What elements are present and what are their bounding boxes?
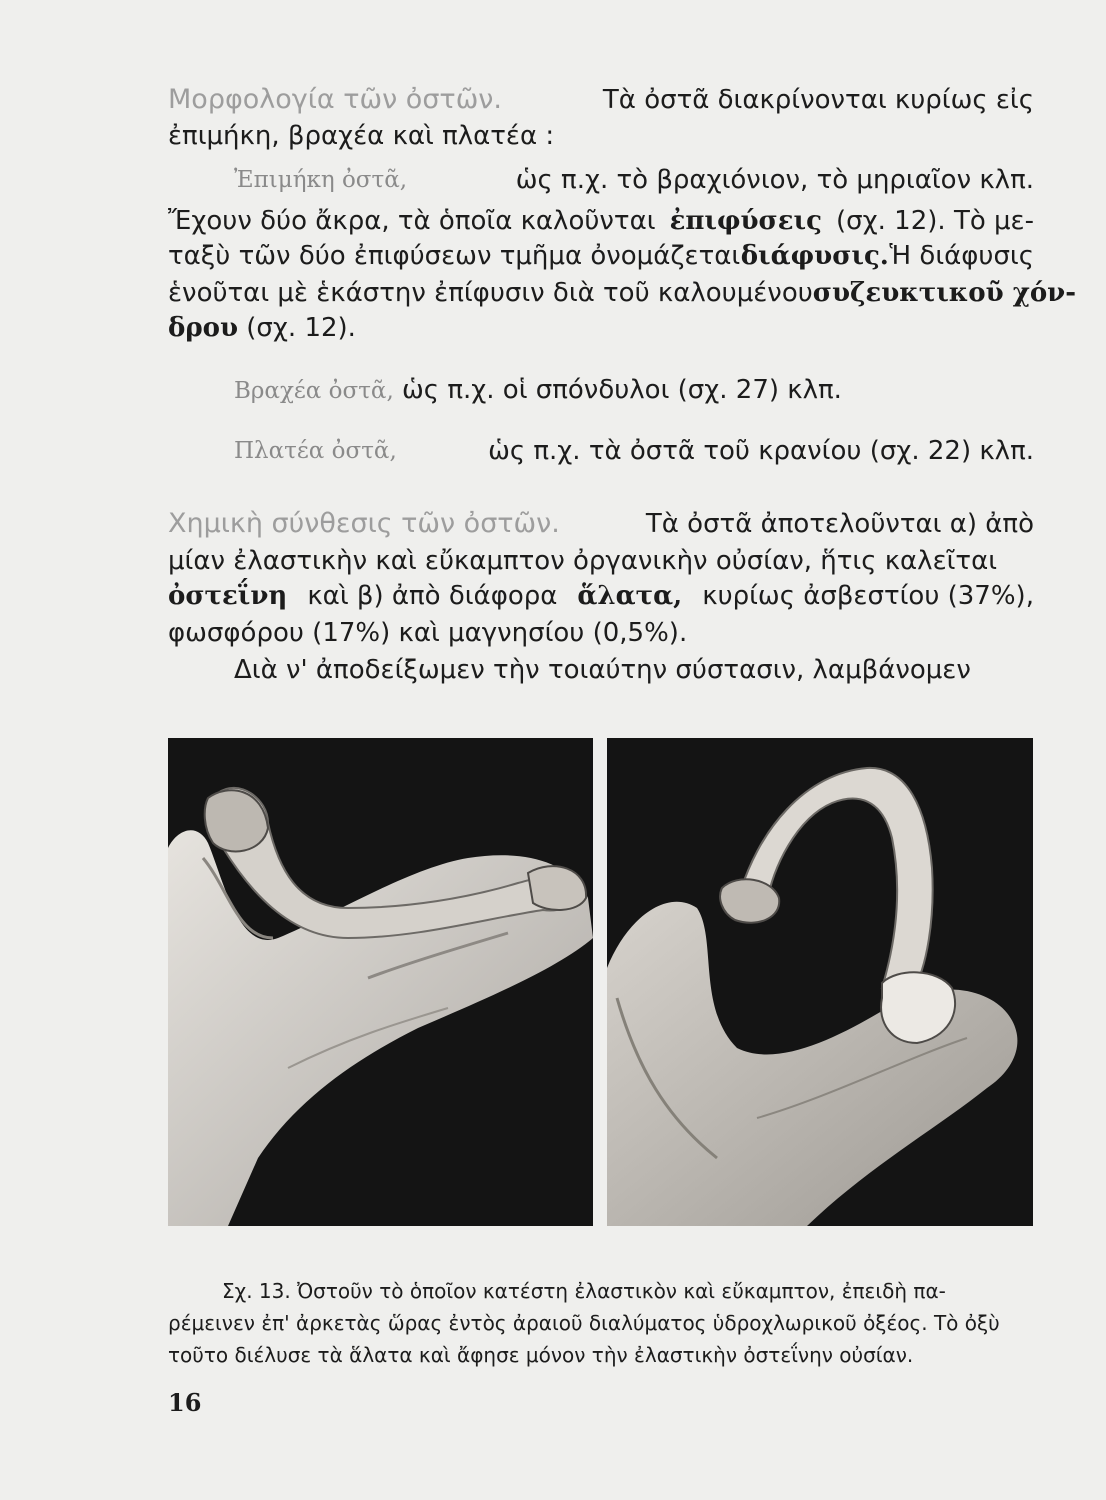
term-epiphyseal-cartilage: συζευκτικοῦ χόν- <box>812 278 1076 308</box>
morphology-line-1 <box>168 82 1034 118</box>
term-ossein: ὀστεΐνη <box>168 581 288 611</box>
term-diaphysis: διάφυσις. <box>740 241 889 271</box>
subheading-short-bones: Βραχέα ὀστᾶ, <box>234 378 394 404</box>
short-bones-line <box>234 372 1034 409</box>
composition-line-1 <box>168 506 1034 542</box>
section-heading-morphology: Μορφολογία τῶν ὀστῶν. <box>168 84 502 115</box>
page-number: 16 <box>168 1388 202 1417</box>
text-span: ἑνοῦται μὲ ἑκάστην ἐπίφυσιν διὰ τοῦ καλουμένου <box>168 278 813 308</box>
figure-caption-line-1: Σχ. 13. Ὀστοῦν τὸ ὁποῖον κατέστη ἐλαστικὸν καὶ εὔκαμπτον, ἐπειδὴ πα- <box>222 1279 946 1303</box>
text-span: (σχ. 12). <box>246 313 356 343</box>
subheading-flat-bones: Πλατέα ὀστᾶ, <box>234 438 397 464</box>
term-salts: ἅλατα, <box>577 581 683 611</box>
flat-bones-line <box>234 433 1034 469</box>
long-bones-line-4 <box>168 275 1076 311</box>
morphology-line-2 <box>168 118 1034 154</box>
section-heading-composition: Χημικὴ σύνθεσις τῶν ὀστῶν. <box>168 508 560 539</box>
figure-caption-line-2: ρέμεινεν ἐπ' ἀρκετὰς ὥρας ἐντὸς ἀραιοῦ διαλύματος ὑδροχλωρικοῦ ὀξέος. Τὸ ὀξὺ <box>168 1311 1000 1335</box>
composition-line-4 <box>168 615 1034 651</box>
text-span: μίαν ἐλαστικὴν καὶ εὔκαμπτον ὀργανικὴν οὐσίαν, ἥτις καλεῖται <box>168 546 998 576</box>
composition-line-2 <box>168 543 1034 579</box>
text-span: ταξὺ τῶν δύο ἐπιφύσεων τμῆμα ὀνομάζεται <box>168 241 741 271</box>
text-span: Ἔχουν δύο ἄκρα, τὰ ὁποῖα καλοῦνται <box>168 206 656 236</box>
long-bones-line-5 <box>168 310 1034 346</box>
text-span: (σχ. 12). Τὸ με- <box>836 206 1034 236</box>
text-span: Τὰ ὀστᾶ διακρίνονται κυρίως εἰς <box>602 85 1034 115</box>
term-epiphyseal-cartilage-end: δρου <box>168 313 239 343</box>
composition-line-5 <box>234 652 1034 688</box>
text-span: ἐπιμήκη, βραχέα καὶ πλατέα : <box>168 121 555 151</box>
text-span: φωσφόρου (17%) καὶ μαγνησίου (0,5%). <box>168 618 688 648</box>
text-span: καὶ β) ἀπὸ διάφορα <box>307 581 558 611</box>
text-span: ὡς π.χ. οἱ σπόνδυλοι (σχ. 27) κλπ. <box>402 375 842 405</box>
composition-line-3 <box>168 578 1034 614</box>
long-bones-line-2 <box>168 203 1034 239</box>
subheading-long-bones: Ἐπιμήκη ὀστᾶ, <box>234 167 408 193</box>
photo-bone-bent-in-arch <box>607 738 1033 1226</box>
long-bones-line-3 <box>168 238 1034 274</box>
text-span: κυρίως ἀσβεστίου (37%), <box>702 581 1034 611</box>
photo-bone-bent-over-fingers <box>168 738 593 1226</box>
text-span: Ἡ διάφυσις <box>889 241 1034 271</box>
text-span: Τὰ ὀστᾶ ἀποτελοῦνται α) ἀπὸ <box>645 509 1034 539</box>
text-span: ὡς π.χ. τὰ ὀστᾶ τοῦ κρανίου (σχ. 22) κλπ. <box>488 436 1034 466</box>
text-span: ὡς π.χ. τὸ βραχιόνιον, τὸ μηριαῖον κλπ. <box>515 165 1034 195</box>
term-epiphyses: ἐπιφύσεις <box>669 206 822 236</box>
long-bones-line-1 <box>234 162 1034 198</box>
figure-caption-line-3: τοῦτο διέλυσε τὰ ἅλατα καὶ ἄφησε μόνον τὴν ἐλαστικὴν ὀστεΐνην οὐσίαν. <box>168 1343 914 1367</box>
text-span: Διὰ ν' ἀποδείξωμεν τὴν τοιαύτην σύστασιν, λαμβάνομεν <box>234 655 971 685</box>
